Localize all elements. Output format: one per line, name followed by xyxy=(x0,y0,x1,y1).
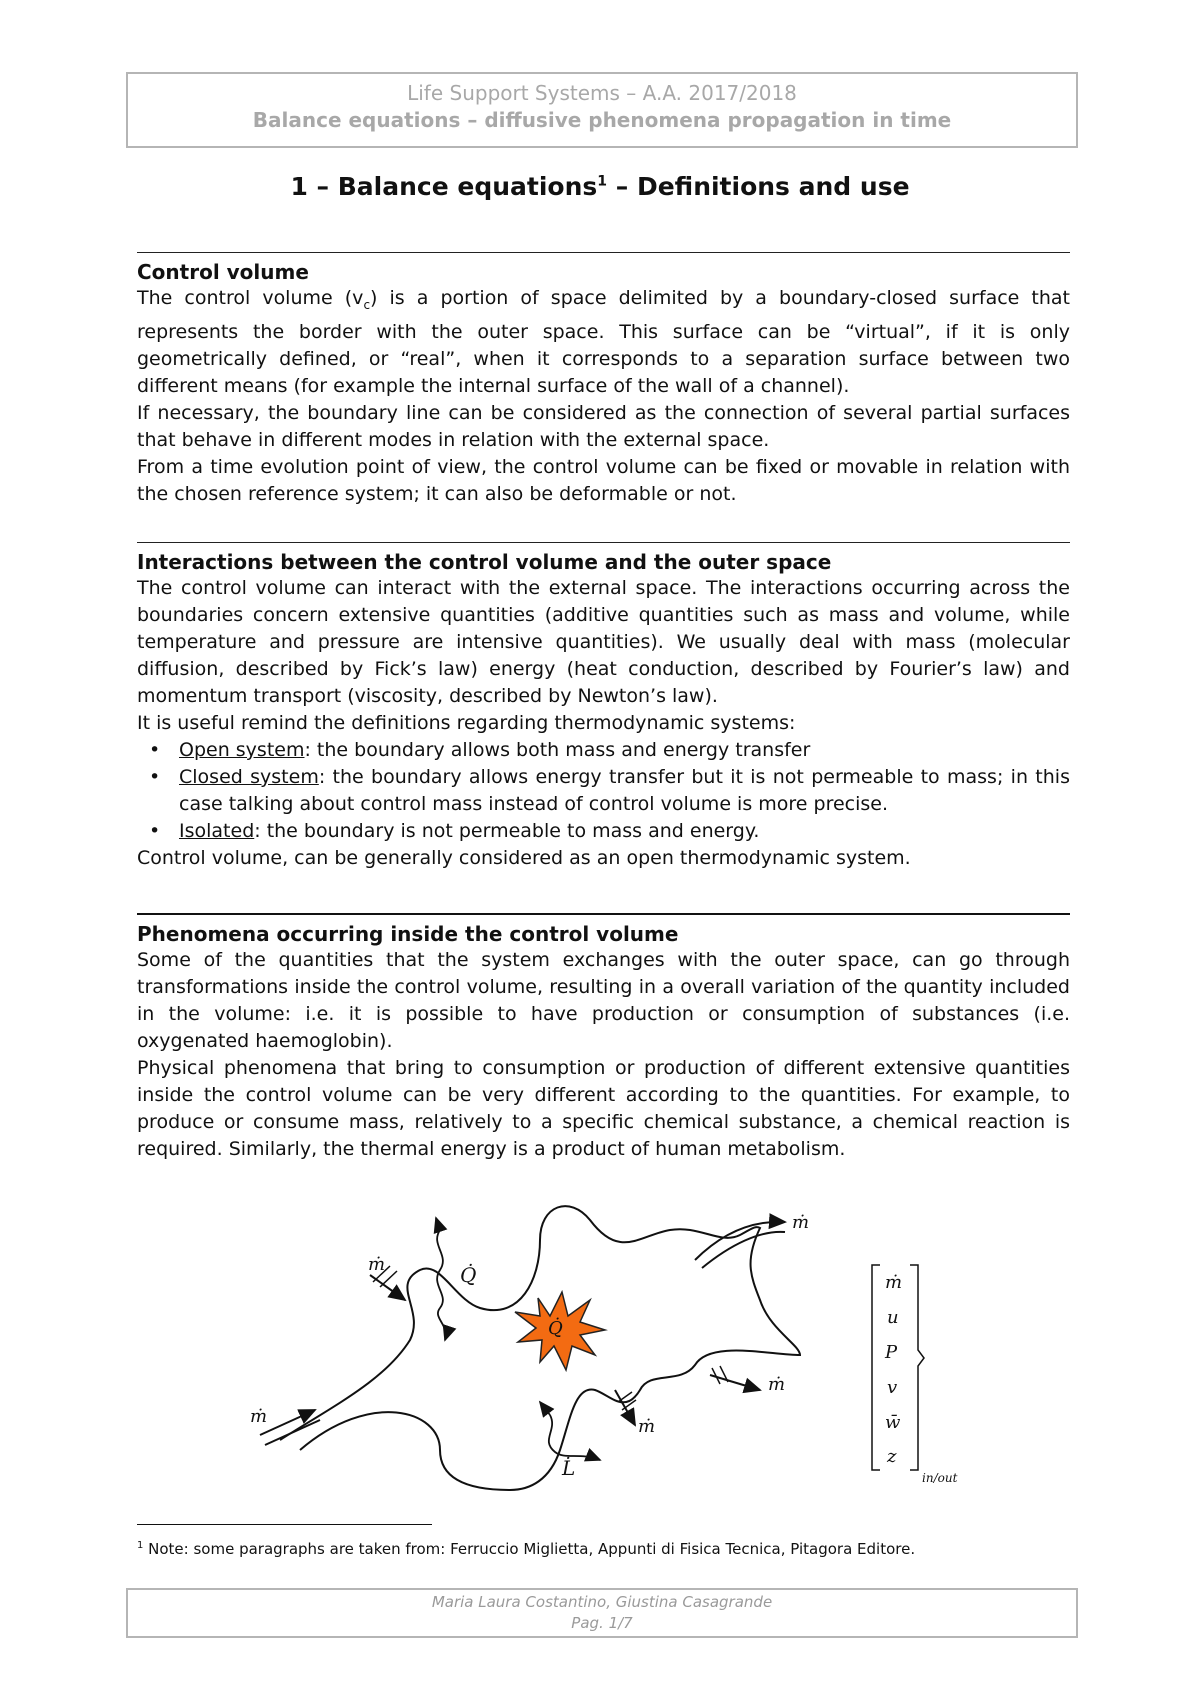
paragraph: Some of the quantities that the system exchanges with the outer space, can go through transformations inside the control volume, resulting in a overall variation of the quantity included in the volume: i.e. it is possible to have production or consumption of substances (i.e. oxygenated haemoglobin). xyxy=(137,949,1070,1052)
paragraph: If necessary, the boundary line can be considered as the connection of several partial surfaces that behave in different modes in relation with the external space. xyxy=(137,401,1070,451)
mass-flow-label: ṁ xyxy=(638,1416,656,1437)
list-item: • Open system: the boundary allows both mass and energy transfer xyxy=(179,737,1070,764)
footer-authors: Maria Laura Costantino, Giustina Casagrande xyxy=(431,1593,773,1611)
list-item: • Closed system: the boundary allows energy transfer but it is not permeable to mass; in this case talking about control mass instead of control volume is more precise. xyxy=(149,766,1070,815)
vector-entry: ṁ xyxy=(885,1272,903,1293)
page-header xyxy=(126,72,1078,148)
section-interactions xyxy=(137,542,1070,872)
paragraph: From a time evolution point of view, the control volume can be fixed or movable in relation with the chosen reference system; it can also be deformable or not. xyxy=(137,455,1070,505)
control-volume-boundary xyxy=(280,1206,800,1490)
mass-flow-label: ṁ xyxy=(768,1374,786,1395)
title-rest: – Definitions and use xyxy=(607,172,910,201)
footer-page-number: Pag. 1/7 xyxy=(571,1614,633,1632)
title-footnote-ref: 1 xyxy=(597,173,608,190)
paragraph: It is useful remind the definitions regarding thermodynamic systems: xyxy=(137,712,796,734)
mass-flow-label: ṁ xyxy=(368,1254,386,1275)
vector-entry: w̄ xyxy=(885,1412,901,1433)
page-footer xyxy=(126,1588,1078,1638)
definitions-list xyxy=(137,737,1070,845)
state-vector xyxy=(872,1265,958,1485)
vector-subscript: in/out xyxy=(922,1471,958,1485)
vector-entry: P xyxy=(885,1342,898,1363)
section-heading: Interactions between the control volume and the outer space xyxy=(137,550,832,574)
section-heading: Phenomena occurring inside the control volume xyxy=(137,922,679,946)
paragraph: The control volume can interact with the external space. The interactions occurring across the boundaries concern extensive quantities (additive quantities such as mass and volume, while temperature and pressure are intensive quantities). We usually deal with mass (molecular diffusion, described by Fick’s law) energy (heat conduction, described by Fourier’s law) and momentum transport (viscosity, described by Newton’s law). xyxy=(137,577,1070,707)
page-title xyxy=(0,172,1200,201)
vector-entry: v xyxy=(887,1377,898,1398)
section-divider xyxy=(137,542,1070,543)
section-divider xyxy=(137,913,1070,915)
bullet-icon: • xyxy=(149,766,161,788)
section-heading: Control volume xyxy=(137,260,309,284)
mass-flow-label: ṁ xyxy=(250,1406,268,1427)
vector-entry: u xyxy=(887,1307,899,1328)
mass-flow-label: ṁ xyxy=(792,1212,810,1233)
vector-entry: z xyxy=(887,1446,897,1467)
section-control-volume xyxy=(137,252,1070,508)
heat-flow-label: Q̇ xyxy=(460,1263,477,1287)
paragraph: Physical phenomena that bring to consumption or production of different extensive quantities inside the control volume can be very different according to the quantities. For example, to produce or consume mass, relatively to a specific chemical substance, a chemical reaction is required. Similarly, the thermal energy is a product of human metabolism. xyxy=(137,1057,1070,1160)
heat-source-label: Q̇ xyxy=(548,1318,563,1339)
footnote-divider xyxy=(137,1524,432,1525)
section-phenomena xyxy=(137,913,1070,1163)
paragraph: The control volume $(v_c)$ is a portion of space delimited by a boundary-closed surface that represents the border with the outer space. This surface can be “virtual”, if it is only geometrically defined, or “real”, when it corresponds to a separation surface between two different means (for example the internal surface of the wall of a channel). xyxy=(137,287,1070,397)
paragraph: Control volume, can be generally considered as an open thermodynamic system. xyxy=(137,847,911,869)
bullet-icon: • xyxy=(149,739,161,761)
work-flow-label: L̇ xyxy=(562,1456,576,1480)
footnote: $^1$ Note: some paragraphs are taken from: Ferruccio Miglietta, Appunti di Fisica Tecnica, Pitagora Editore. xyxy=(137,1540,916,1558)
section-divider xyxy=(137,252,1070,253)
bullet-icon: • xyxy=(149,820,161,842)
list-item: • Isolated: the boundary is not permeable to mass and energy. xyxy=(179,818,1070,845)
header-course: Life Support Systems – A.A. 2017/2018 xyxy=(407,81,797,105)
header-topic: Balance equations – diffusive phenomena propagation in time xyxy=(252,108,952,132)
control-volume-diagram xyxy=(240,1190,1000,1500)
title-main: 1 – Balance equations xyxy=(290,172,598,201)
